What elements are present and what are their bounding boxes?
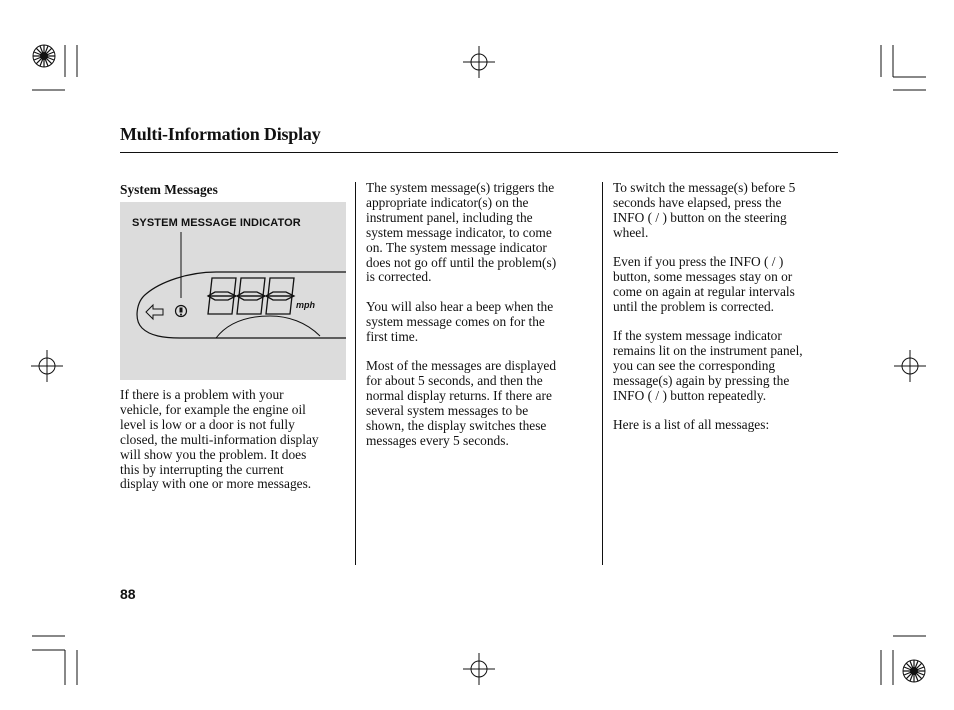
paragraph-indicator: The system message(s) triggers the appropriate indicator(s) on the instrument panel, including the system message indicator, to come on. The system message indicator does not go off until the problem(s) is corrected. bbox=[366, 180, 557, 285]
column-divider-left bbox=[355, 182, 356, 565]
paragraph-indicator-lit: If the system message indicator remains lit on the instrument panel, you can see the corresponding message(s) again by pressing the INFO ( / ) button repeatedly. bbox=[613, 328, 803, 403]
paragraph-duration: Most of the messages are displayed for about 5 seconds, and then the normal display returns. If there are several system messages to be shown, the display switches these messages every 5 seconds. bbox=[366, 358, 557, 448]
section-heading: System Messages bbox=[120, 182, 218, 197]
paragraph-switch-message: To switch the message(s) before 5 seconds have elapsed, press the INFO ( / ) button on the steering wheel. bbox=[613, 180, 796, 240]
column-divider-right bbox=[602, 182, 603, 565]
page-title: Multi-Information Display bbox=[120, 124, 321, 144]
intro-paragraph: If there is a problem with your vehicle, for example the engine oil level is low or a door is not fully closed, the multi-information display will show you the problem. It does this by interrupting the current display with one or more messages. bbox=[120, 387, 319, 492]
paragraph-beep: You will also hear a beep when the system message comes on for the first time. bbox=[366, 299, 554, 344]
title-divider bbox=[120, 152, 838, 153]
paragraph-message-list: Here is a list of all messages: bbox=[613, 417, 770, 432]
instrument-panel-illustration bbox=[120, 202, 346, 380]
speed-unit-label: mph bbox=[296, 300, 315, 310]
system-message-indicator-figure bbox=[120, 202, 346, 380]
page-number: 88 bbox=[120, 586, 136, 602]
paragraph-info-button: Even if you press the INFO ( / ) button, some messages stay on or come on again at regular intervals until the problem is corrected. bbox=[613, 254, 795, 314]
figure-label: SYSTEM MESSAGE INDICATOR bbox=[132, 217, 301, 229]
